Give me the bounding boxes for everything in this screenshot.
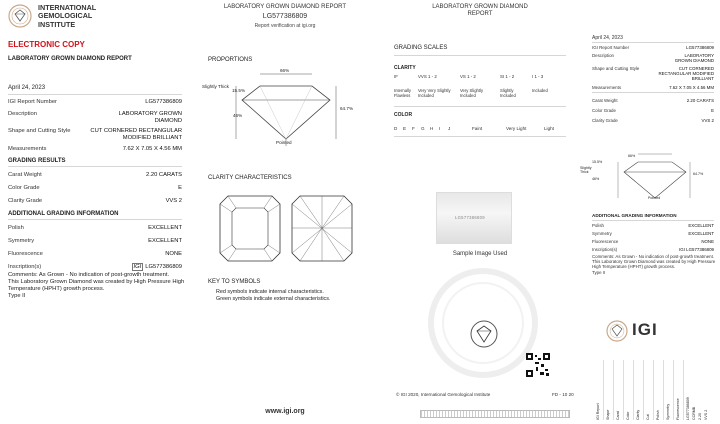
wallet-culet-label: Pointed <box>648 196 661 200</box>
field-report-number <box>8 99 182 106</box>
stub-column <box>634 360 644 420</box>
wallet-value: IGI LG577386809 <box>679 247 714 252</box>
form-code: FD - 10 20 <box>552 392 574 397</box>
security-strip <box>420 410 570 418</box>
clarity-description: Internally Flawless <box>394 88 411 98</box>
wallet-field <box>592 53 714 63</box>
red-symbols-note: Red symbols indicate internal characteristics. <box>216 289 324 295</box>
diamond-seal-icon <box>470 320 498 348</box>
wallet-value: E <box>711 108 714 113</box>
website-link[interactable]: www.igi.org <box>265 408 305 415</box>
stub-column <box>614 360 624 420</box>
report-summary-panel <box>0 0 190 424</box>
proportions-panel <box>190 0 380 424</box>
clarity-grade: VVS 1 - 2 <box>418 74 437 79</box>
institute-name <box>38 4 96 29</box>
wallet-field <box>592 231 714 236</box>
wallet-field <box>592 98 714 103</box>
copyright-notice: © IGI 2020, International Gemological Institute <box>396 392 491 397</box>
wallet-label: Symmetry <box>592 231 612 236</box>
diamond-type: Type II <box>8 293 26 299</box>
field-label: IGI Report Number <box>8 99 57 105</box>
wallet-value: 2.20 CARATS <box>686 98 714 103</box>
color-letter: H <box>430 126 434 131</box>
comments-hpht: This Laboratory Grown Diamond was created by High Pressure High Temperature (HPHT) growth process. <box>8 279 185 292</box>
wallet-table-percent: 66% <box>628 154 636 158</box>
stub-label: Shape <box>606 409 610 420</box>
additional-info-heading: ADDITIONAL GRADING INFORMATION <box>8 211 119 217</box>
clarity-plot-pavilion <box>292 196 352 261</box>
field-shape <box>8 128 182 142</box>
stub-column <box>654 360 664 420</box>
field-value: EXCELLENT <box>148 238 182 244</box>
field-label: Fluorescence <box>8 251 43 257</box>
wallet-value: EXCELLENT <box>688 223 714 228</box>
stub-value: 2.20 <box>698 413 702 420</box>
diamond-profile <box>242 86 330 139</box>
stub-label: Carat <box>616 411 620 420</box>
stub-column <box>674 360 684 420</box>
divider-rule <box>592 92 714 93</box>
inscription-prefix: IGI <box>133 264 142 270</box>
wallet-label: Description <box>592 53 614 58</box>
wallet-depth-percent: 64.7% <box>693 172 704 176</box>
clarity-scale-grades <box>394 74 566 79</box>
divider-rule <box>394 106 566 107</box>
sample-girdle-image <box>436 192 512 244</box>
key-to-symbols-heading: KEY TO SYMBOLS <box>208 279 261 285</box>
field-value: 2.20 CARATS <box>146 172 182 178</box>
divider-rule <box>8 219 182 220</box>
divider-rule <box>8 94 182 95</box>
depth-percent: 64.7% <box>340 106 354 111</box>
wallet-field <box>592 247 714 252</box>
wallet-diamond-type: Type II <box>592 269 606 275</box>
pavilion-percent: 46% <box>233 113 243 118</box>
wallet-label: Inscription(s) <box>592 247 618 252</box>
wallet-stub-columns <box>594 360 716 420</box>
electronic-copy-label: ELECTRONIC COPY <box>8 40 85 49</box>
divider-rule <box>8 166 182 167</box>
scales-report-title <box>380 4 580 18</box>
clarity-characteristics-heading: CLARITY CHARACTERISTICS <box>208 175 292 181</box>
field-value: LG577386809 <box>145 99 182 105</box>
divider-rule <box>394 136 566 137</box>
field-label: Inscription(s) <box>8 264 42 270</box>
field-inscription <box>8 264 182 271</box>
wallet-field <box>592 66 714 81</box>
field-carat <box>8 172 182 179</box>
field-description <box>8 111 182 125</box>
field-value: EXCELLENT <box>148 225 182 231</box>
wallet-crown-percent: 15.5% <box>592 160 603 164</box>
stub-label: Cut <box>646 414 650 420</box>
stub-column <box>624 360 634 420</box>
inscription-number: LG577386809 <box>145 264 182 270</box>
green-symbols-note: Green symbols indicate external characteristics. <box>216 295 331 302</box>
institute-name-line-1: INTERNATIONAL <box>38 3 97 12</box>
color-band: Very Light <box>506 126 527 131</box>
field-value: E <box>178 185 182 191</box>
field-label: Carat Weight <box>8 172 42 178</box>
clarity-description: Slightly Included <box>500 88 516 98</box>
wallet-label: Measurements <box>592 85 622 90</box>
report-title: LABORATORY GROWN DIAMOND REPORT <box>8 56 132 62</box>
stub-label: Fluorescence <box>676 398 680 420</box>
verification-note: Report verification at igi.org <box>254 23 316 29</box>
clarity-grade: IF <box>394 74 398 79</box>
clarity-description: Included <box>532 88 548 93</box>
field-measurements <box>8 146 182 153</box>
field-symmetry <box>8 238 182 245</box>
field-value: VVS 2 <box>165 198 182 204</box>
clarity-grade: VS 1 - 2 <box>460 74 476 79</box>
field-label: Color Grade <box>8 185 40 191</box>
field-label: Symmetry <box>8 238 35 244</box>
igi-logo-text: IGI <box>632 320 658 339</box>
color-band: Faint <box>472 126 483 131</box>
comments-block <box>8 272 186 300</box>
wallet-label: Carat Weight <box>592 98 618 103</box>
wallet-stub <box>594 360 716 420</box>
divider-rule <box>592 42 714 43</box>
field-value: 7.62 X 7.05 X 4.56 MM <box>122 146 182 152</box>
stub-column <box>664 360 674 420</box>
color-letter: F <box>412 126 415 131</box>
grading-scales-heading: GRADING SCALES <box>394 45 448 51</box>
color-letter: D <box>394 126 398 131</box>
field-clarity <box>8 198 182 205</box>
color-letter: I <box>439 126 441 131</box>
wallet-card-panel <box>580 0 720 424</box>
stub-label: Symmetry <box>666 403 670 420</box>
wallet-additional-heading: ADDITIONAL GRADING INFORMATION <box>592 213 677 218</box>
clarity-grade: I 1 - 3 <box>532 74 544 79</box>
wallet-field <box>592 223 714 228</box>
stub-column <box>604 360 614 420</box>
stub-value: CCRMB <box>692 406 696 420</box>
laser-inscription: LG577386809 <box>455 215 485 220</box>
wallet-label: Shape and Cutting Style <box>592 66 640 71</box>
field-fluorescence <box>8 251 182 258</box>
wallet-label: Color Grade <box>592 108 616 113</box>
igi-seal-logo <box>8 4 32 28</box>
color-scale-heading: COLOR <box>394 112 413 118</box>
igi-seal-logo <box>606 320 628 342</box>
clarity-description: Very Very Slightly Included <box>418 88 451 98</box>
field-value <box>132 264 182 271</box>
divider-rule <box>394 55 566 56</box>
qr-code[interactable] <box>526 353 550 377</box>
clarity-description: Very Slightly Included <box>460 88 484 98</box>
wallet-value: LG577386809 <box>686 45 714 50</box>
wallet-field <box>592 239 714 244</box>
wallet-date: April 24, 2023 <box>592 35 623 41</box>
wallet-proportions-diagram <box>600 150 700 202</box>
stub-value: VVS 2 <box>704 409 708 420</box>
field-label: Clarity Grade <box>8 198 43 204</box>
grading-results-heading: GRADING RESULTS <box>8 158 66 164</box>
wallet-girdle-label: Slightly Thick <box>580 166 592 175</box>
field-value: CUT CORNERED RECTANGULAR MODIFIED BRILLIANT <box>90 128 182 141</box>
girdle-label: Slightly Thick <box>202 84 229 89</box>
wallet-label: Polish <box>592 223 604 228</box>
wallet-field <box>592 85 714 90</box>
clarity-scale-descriptions <box>394 88 566 98</box>
clarity-scale-heading: CLARITY <box>394 65 416 71</box>
wallet-comments <box>592 254 716 275</box>
wallet-label: IGI Report Number <box>592 45 630 50</box>
wallet-comments-line: Comments: As Grown - No indication of post-growth treatment. <box>592 254 715 259</box>
wallet-comments-hpht: This Laboratory Grown Diamond was created by High Pressure High Temperature (HPHT) growth process. <box>592 259 716 270</box>
field-color <box>8 185 182 192</box>
wallet-label: Clarity Grade <box>592 118 618 123</box>
institute-name-line-3: INSTITUTE <box>38 19 76 29</box>
stub-label: IGI Report <box>596 403 600 420</box>
wallet-field <box>592 118 714 123</box>
wallet-label: Fluorescence <box>592 239 619 244</box>
wallet-value: EXCELLENT <box>688 231 714 236</box>
stub-label: Color <box>626 411 630 420</box>
color-scale <box>394 126 566 131</box>
wallet-field <box>592 45 714 50</box>
field-label: Description <box>8 111 37 117</box>
clarity-plot-crown <box>220 196 280 261</box>
color-letter: J <box>448 126 451 131</box>
grading-scales-panel <box>380 0 580 424</box>
stub-label: Polish <box>656 410 660 420</box>
wallet-value: LABORATORY GROWN DIAMOND <box>674 53 714 63</box>
wallet-field <box>592 108 714 113</box>
field-label: Measurements <box>8 146 47 152</box>
culet-label: Pointed <box>276 140 292 145</box>
center-report-number: LG577386809 <box>262 13 308 20</box>
divider-rule <box>592 220 714 221</box>
proportions-heading: PROPORTIONS <box>208 57 253 63</box>
crown-percent: 15.5% <box>232 88 246 93</box>
stub-label: Clarity <box>636 409 640 420</box>
stub-values-column <box>684 360 716 420</box>
wallet-value: 7.62 X 7.05 X 4.56 MM <box>669 85 714 90</box>
color-letter: G <box>421 126 425 131</box>
key-to-symbols-notes <box>216 289 330 302</box>
scales-report-title-text: LABORATORY GROWN DIAMOND REPORT <box>432 4 528 17</box>
color-letter: E <box>403 126 407 131</box>
field-value: NONE <box>165 251 182 257</box>
clarity-grade: SI 1 - 2 <box>500 74 515 79</box>
stub-value: LG577386809 <box>686 397 690 420</box>
field-polish <box>8 225 182 232</box>
wallet-value: CUT CORNERED RECTANGULAR MODIFIED BRILLIANT <box>658 66 714 81</box>
institute-name-line-2: GEMOLOGICAL <box>38 11 93 21</box>
field-value: LABORATORY GROWN DIAMOND <box>118 111 182 124</box>
comments-line: Comments: As Grown - No indication of post-growth treatment. <box>8 272 170 278</box>
stub-column <box>594 360 604 420</box>
wallet-pavilion-percent: 46% <box>592 177 600 181</box>
sample-image-caption: Sample Image Used <box>452 251 508 257</box>
stub-column <box>644 360 654 420</box>
center-report-title: LABORATORY GROWN DIAMOND REPORT <box>223 4 347 10</box>
report-date: April 24, 2023 <box>8 85 46 91</box>
wallet-value: VVS 2 <box>701 118 714 123</box>
table-percent: 66% <box>280 68 290 73</box>
field-label: Polish <box>8 225 24 231</box>
wallet-value: NONE <box>701 239 714 244</box>
color-band: Light <box>544 126 554 131</box>
field-label: Shape and Cutting Style <box>8 128 71 134</box>
